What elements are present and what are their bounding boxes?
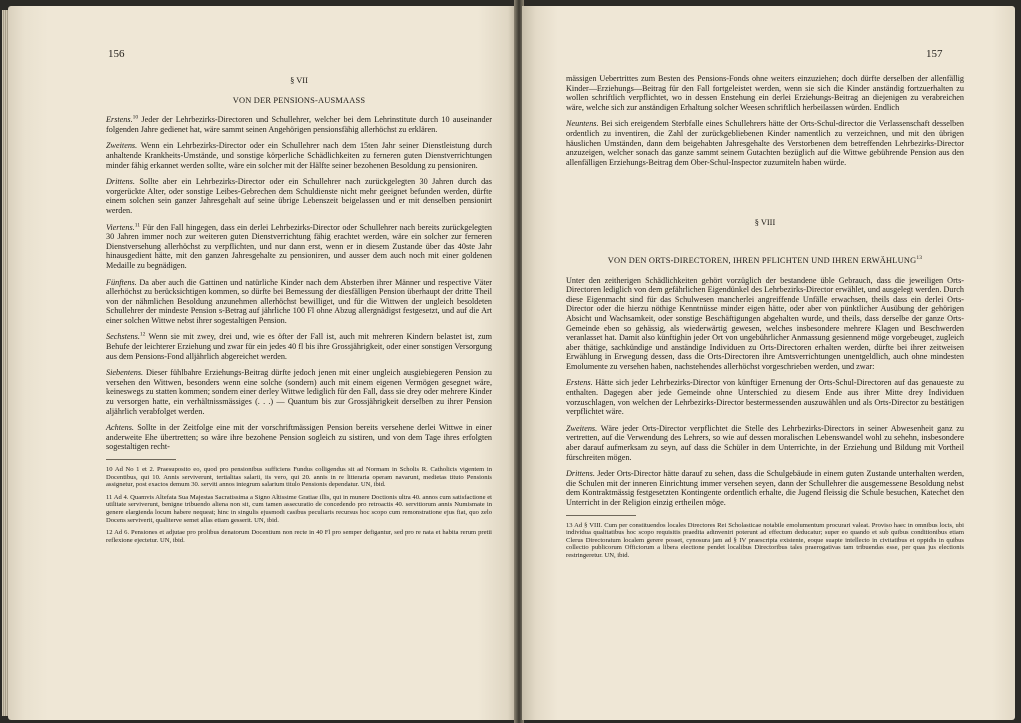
footnote-marker: 11 — [134, 221, 141, 228]
paragraph-text: mässigen Uebertrittes zum Besten des Pensions-Fonds ohne weiters einzuziehen; doch dürfte derselben der allenfällig Kinder—Erziehungs—Beitrag für den Fall fortgeleistet werden, wenn sie sich die Kinder anständig fortzuerhalten zu wollen schriftlich verpflichtet, wo in dessen Enstehung ein derlei Erziehungs-Beitrag an diejenigen zu verabreichen wäre, welche sich zur anständigen Erhaltung solcher Weesen schriftlich herbeilassen würden. Endlich — [566, 74, 964, 112]
paragraph — [566, 276, 964, 372]
footnote: 12 Ad 6. Pensiones et adjutae pro prolibus denatorum Docentium non recte in 40 Fl pro semper defigantur, sed pro re nata et habita rerum pretii reflexione ejectetur. UN, ibid. — [106, 529, 492, 544]
footnote-rule-right — [566, 515, 636, 516]
paragraph — [566, 469, 964, 507]
left-page — [8, 6, 516, 720]
paragraph-lead: Zweitens. — [566, 423, 598, 433]
paragraph-text: Bei sich ereigendem Sterbfalle eines Schullehrers hätte der Orts-Schul-director die Verlassenschaft desselben ordentlich zu inventiren, die Zahl der zurückgebliebenen Kinder namentlich zu verzeichnen, und mit den übrigen häuslichen Umständen, dann dem beigehabten Jahresgehalte des Verstorbenen dem betreffenden Lehrbezirks-Director anzuzeigen, welcher sonach das ganze sammt seinem Gutachten bezüglich auf die Wittwe gebührende Pension aus den allenfälligen Erziehungs-Beitrag dem Ober-Schul-Inspector zuzumiteln haben würde. — [566, 119, 964, 167]
section-title-viii — [566, 256, 964, 266]
paragraph-lead: Erstens. — [566, 378, 593, 388]
paragraph-lead: Fünftens. — [106, 277, 137, 287]
paragraph — [106, 115, 492, 134]
paragraph — [106, 332, 492, 361]
paragraph — [106, 141, 492, 170]
paragraph-lead: Sechstens. — [106, 332, 140, 342]
page-number-left: 156 — [108, 48, 125, 60]
paragraph-lead: Drittens. — [566, 469, 595, 479]
paragraph-lead: Siebentens. — [106, 368, 144, 378]
section-title-footnote-marker: 13 — [916, 255, 923, 262]
paragraph-text: Da aber auch die Gattinen und natürliche Kinder nach dem Absterben ihrer Männer und respective Väter allerhöchst zu berücksichtigen kommen, so dürfte bei Bemessung der diesfälligen Pension überhaupt der dritte Theil von der nähmlichen Besoldung anzunehmen allerhöchst bewilliget, und für die Wittwen der ungleich besoldeten Schullehrer der mindeste Pension s-Betrag auf jährliche 100 Fl ohne Abzug allergnädigst festgesetzt, und auf die Art einer solchen Wittwe nebst ihrer sogestaltigen Pension. — [106, 277, 492, 325]
paragraph — [566, 74, 964, 112]
paragraph — [106, 278, 492, 326]
right-footnotes — [566, 522, 964, 560]
paragraph-lead: Erstens. — [106, 115, 133, 125]
paragraph-text: Hätte sich jeder Lehrbezirks-Director von künftiger Ernenung der Orts-Schul-Directoren auf das genaueste zu enthalten. Dagegen aber jede Gemeinde ohne Unterschied zu diesem Ende aus ihrer Mitte drey Individuen vorzuschlagen, von welchen der Lehrbezirks-Director bestermessenden auszuwählen und als Orts-Director zu bestätigen verpflichtet wäre. — [566, 378, 964, 417]
right-paragraphs-bottom — [566, 276, 964, 508]
paragraph-lead: Drittens. — [106, 177, 135, 187]
section-title-text: VON DEN ORTS-DIRECTOREN, IHREN PFLICHTEN UND IHREN ERWÄHLUNG — [607, 255, 917, 265]
footnote: 13 Ad § VIII. Cum per constituendos locales Directores Rei Scholasticae notabile emolumentum procurari valeat. Proviso haec in omnibus locis, ubi individua qualitatibus hoc scopo requisitis praedita adinveniri poterunt ad effectum deducatur; super eo quando et sub quibus conditionibus etiam Clerus Directoratum localem gerere posset, cynosura jam ad § IV praescripta existente, eoque suapte intellecto in civitatibus et oppidis in quibus collectio publicorum Officiorum a libera electione pendet localibus Directoribus tales praerogativas tam tribuendas esse, per quas jus electionis restringeretur. UN, ibid. — [566, 521, 964, 559]
footnote-rule — [106, 459, 176, 460]
paragraph — [566, 119, 964, 167]
paragraph-lead: Viertens. — [106, 222, 135, 232]
paragraph-text: Unter den zeitherigen Schädlichkeiten gehört vorzüglich der bestandene üble Gebrauch, dass die jeweiligen Orts-Directoren lediglich von dem gefährlichen Eigendünkel des Lehrbezirks-Director erwählet, und ausgelegt werden. Durch diese Eigenmacht sind für das Schulwesen mancherlei angreiffende Unfälle erwachsen, theils dass ein derlei Orts-Director oder die hierzu nöthige Kenntnüsse minder eigen hätte, oder aber von pünktlicher Ausübung der gehörigen Absicht und Wachsamkeit, oder sonstige Beschäftigungen abgehalten wurde, und theils, dass derselbe der ganze Orts-Gemeinde eben so gehässig, als wiederwärtig gewesen, welches insbesondere mehrere Klagen und Beschwerden veranlasset hat. Damit also künftighin jeder Ort von ungebührlicher Anmassung gesiennend möge vorgebeuget, zugleich aber thätige, sachkündige und anständige Individuen zu Orts-Directoren erhalten werden, dürfte bei ihrer zeitweisen Erwählung in Erwegung dessen, dass die Orts-Directoren ihre Amtsverrichtungen unentgeldlich, auch ohne mindesten Emolumente zu versehen haben, nachstehendes allerhöchst vorgeschrieben werden, und zwar: — [566, 275, 964, 371]
page-number-right: 157 — [926, 48, 943, 60]
left-paragraphs — [106, 115, 492, 452]
footnote-marker: 10 — [132, 114, 139, 121]
right-page-body — [566, 74, 964, 565]
section-number-viii: § VIII — [754, 218, 776, 228]
left-page-body — [106, 76, 492, 549]
paragraph-text: Dieser fühlbahre Erziehungs-Beitrag dürfte jedoch jenen mit einer ungleich ausgiebiegeren Pension zu versehen den Wittwen, besonders wenn eine solche (sondern) auch mit einem eigenen Vermögen gesegnet wäre, keineswegs zu statten kommen; sondern einer derley Wittwe lediglich für den Fall, dass sie drey oder mehrere Kinder zu versorgen hatte, ein verhältnissmässiges (. . .) — Quantum bis zur Grossjährigkeit derselben zu ihrer Pension aljährlich verabfolget werden. — [106, 368, 492, 416]
right-page — [522, 6, 1015, 720]
paragraph-text: Wäre jeder Orts-Director verpflichtet die Stelle des Lehrbezirks-Directors in seiner Abwesenheit ganz zu vertretten, auf die Verwendung des Lehrers, so wie auf dessen moralischen Lebenswandel wohl zu sehehn, insbesondere aber darauf aufmerksam zu seyn, auf dass die Schüler in dem Unterrichte, in der Erziehung und Bildung mit Vortheil fürschreiten mögen. — [566, 423, 964, 462]
paragraph-text: Wenn sie mit zwey, drei und, wie es öfter der Fall ist, auch mit mehreren Kindern belastet ist, zum Behufe der leichterer Erziehung und zwar für ein jedes 40 fl bis ihre Grossjährigkeit, oder einer sonstigen Versorgung aus dem Pensions-Fond alljährlich abgereichet werden. — [106, 332, 492, 361]
paragraph-lead: Neuntens. — [566, 119, 599, 129]
section-title: VON DER PENSIONS-AUSMAASS — [232, 95, 366, 105]
footnote-marker: 12 — [139, 331, 146, 338]
paragraph — [106, 423, 492, 452]
paragraph-text: Sollte in der Zeitfolge eine mit der vorschriftmässigen Pension bereits versehene derlei Wittwe in einer anderweite Ehe übertretten; so wäre ihre bezohene Pension sogleich zu sistiren, und von dem Tage ihres erfolgten sogestaltigen recht- — [106, 423, 492, 452]
paragraph — [106, 177, 492, 215]
paragraph — [106, 223, 492, 271]
section-number: § VII — [290, 76, 308, 85]
paragraph-text: Sollte aber ein Lehrbezirks-Director oder ein Schullehrer nach zurückgelegten 30 Jahren durch das vorgerückte Alter, oder sonstige Leibes-Gebrechen dem Schuldienste nicht mehr geeignet befunden werden, dürfte einem solchen sein ganzer Jahresgehalt auf seine übrige Lebenszeit beigelassen und er mit denselben pensionirt werden. — [106, 177, 492, 215]
footnote: 11 Ad 4. Quamvis Altefata Sua Majestas Sacratissima a Signo Altissime Gratiae illis, qui in munere Doctionis ultra 40. annos cum satisfactione et utilitate serviverunt, benigne tribuendo aliena non sit, cum tamen assecuratio de concedendo pro retroactis 40. servitiorum annis Numismate in genere elargienda locum habere nequeat; hinc in singulis ejusmodi casibus peculiaris recursus hoc scopo cum remonstratione ejus fiat, quo zelo Docens serviverit, qualiterve semet allas etiam gesserit. UN, ibid. — [106, 493, 492, 524]
paragraph-text: Jeder der Lehrbezirks-Directoren und Schullehrer, welcher bei dem Lehrinstitute durch 10 auseinander folgenden Jahre gedienet hat, wäre sammt seinen Angehörigen pensionsfähig allerhöchst zu erklären. — [106, 115, 492, 134]
paragraph-text: Wenn ein Lehrbezirks-Director oder ein Schullehrer nach dem 15ten Jahr seiner Dienstleistung durch anhaltende Krankheits-Umstände, und sonstige körperliche Schädlichkeiten zu ferneren guten Dienstverrichtungen minder fähig erkannet werden sollte, wäre ein solcher mit der Hälfte seiner bezohenen Besoldung zu pensioniren. — [106, 141, 492, 170]
left-footnotes — [106, 466, 492, 544]
paragraph-lead: Achtens. — [106, 423, 134, 433]
paragraph — [106, 368, 492, 416]
footnote: 10 Ad No 1 et 2. Praesuposito eo, quod pro pensionibus sufficiens Fundus colligendus sit ad Normam in Scholis R. Catholicis vigentem in Docentibus, qui 10. Annis serviverunt, tertialitas salarii, iis vero, qui 20. annis in re litteraria operam navarunt, medietas tituto Pensionis assignetur, post exactos demum 30. serviti annos integrum salarium titulo Pensionis dependatur. UN, ibid. — [106, 466, 492, 489]
paragraph-text: Für den Fall hingegen, dass ein derlei Lehrbezirks-Director oder Schullehrer nach bereits zurückgelegten 30 Jahren immer noch zur weiteren guten Dienstverrichtung fähig erachtet werden, wäre ein solcher zur ferneren Dienstversehung allerhöchst zu verpflichten, und nur dann erst, wenn er in diesem Zustande über das 40ste Jahr hinausgedient hätte, mit den ganzen Jahresgehalte zu pensioniren, und ausser dem auch noch mit einer goldenen Medaille zu begnädigen. — [106, 222, 492, 270]
paragraph-text: Jeder Orts-Director hätte darauf zu sehen, dass die Schulgebäude in einem guten Zustande unterhalten werden, die Schulen mit der inneren Einrichtung immer versehen seyen, dann der Schullehrer die ausgemessene Besoldung nebst dem Kontraktmässig festgesetzten Kontingente ordentlich erhalte, die Jugend fleissig die Schule besuchen, Katechet den Unterricht in der Religion einzig ertheilen möge. — [566, 469, 964, 507]
paragraph — [566, 378, 964, 416]
paragraph-lead: Zweitens. — [106, 141, 138, 151]
paragraph — [566, 424, 964, 462]
right-paragraphs-top — [566, 74, 964, 167]
